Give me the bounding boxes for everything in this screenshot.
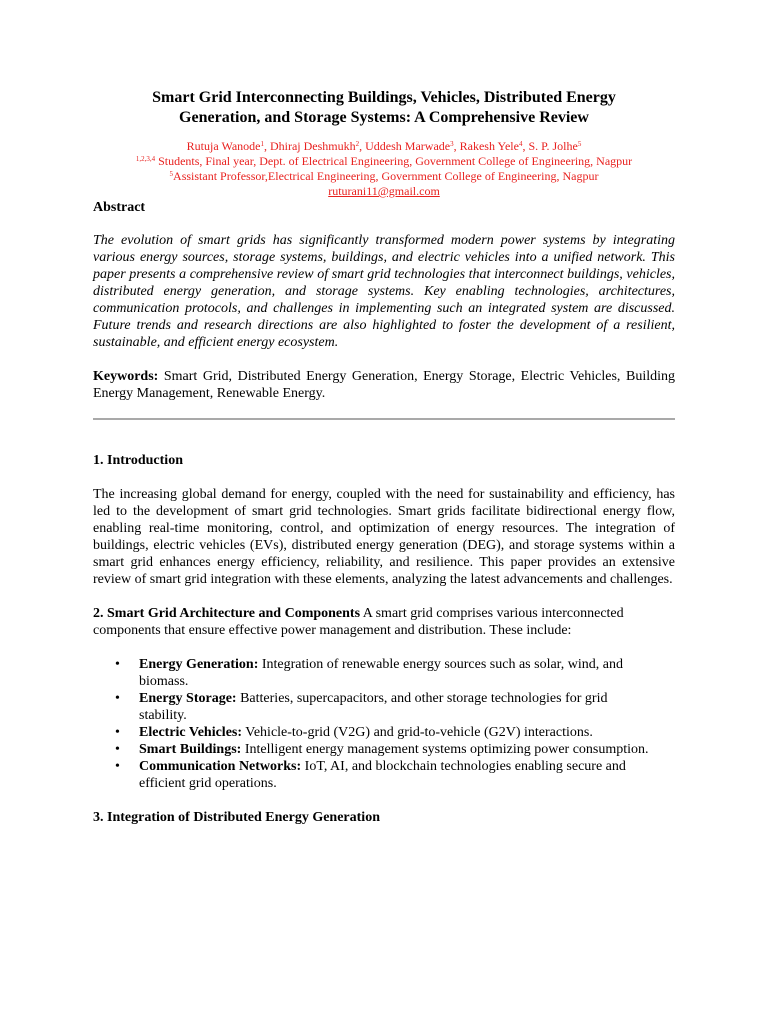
list-item bbox=[93, 656, 675, 690]
list-item bbox=[93, 690, 675, 724]
item-label: Energy Storage: bbox=[139, 691, 237, 706]
affiliation-professor bbox=[93, 169, 675, 184]
author-sup: 2 bbox=[355, 140, 360, 148]
author-name: Dhiraj Deshmukh bbox=[269, 139, 356, 153]
abstract-heading: Abstract bbox=[93, 200, 146, 215]
author-sep: , bbox=[522, 139, 529, 153]
author-name: Rutuja Wanode bbox=[186, 139, 261, 153]
paper-title bbox=[93, 88, 675, 128]
item-label: Energy Generation: bbox=[139, 657, 259, 672]
list-item bbox=[93, 758, 675, 792]
keywords-label: Keywords: bbox=[93, 369, 159, 384]
affiliation-sup: 5 bbox=[169, 170, 174, 178]
author-list bbox=[93, 139, 675, 154]
section-2-text: A smart grid comprises various interconnected components that ensure effective power management and distribution. These include: bbox=[93, 606, 624, 638]
keywords-text: Smart Grid, Distributed Energy Generation, Energy Storage, Electric Vehicles, Building Energy Management, Renewable Energy. bbox=[93, 369, 675, 401]
paper-page bbox=[93, 88, 675, 826]
author-sup: 5 bbox=[577, 140, 582, 148]
title-line-1: Smart Grid Interconnecting Buildings, Vehicles, Distributed Energy bbox=[152, 89, 616, 106]
list-item bbox=[93, 741, 675, 758]
author-sep: , bbox=[263, 139, 270, 153]
author-sup: 1 bbox=[260, 140, 264, 148]
author-sep: , bbox=[359, 139, 366, 153]
bullet: • bbox=[115, 691, 120, 706]
author-name: Rakesh Yele bbox=[459, 139, 519, 153]
item-label: Electric Vehicles: bbox=[139, 725, 243, 740]
title-line-2: Generation, and Storage Systems: A Comprehensive Review bbox=[179, 109, 589, 126]
component-list bbox=[93, 656, 675, 792]
author-sep: , bbox=[453, 139, 460, 153]
author-name: Uddesh Marwade bbox=[365, 139, 451, 153]
author-sup: 3 bbox=[450, 140, 454, 148]
affiliation-text: Students, Final year, Dept. of Electrical Engineering, Government College of Engineering, Nagpur bbox=[155, 154, 633, 168]
abstract-body: The evolution of smart grids has significantly transformed modern power systems by integrating various energy sources, storage systems, buildings, and electric vehicles into a unified network. This paper presents a comprehensive review of smart grid technologies that interconnect buildings, vehicles, distributed energy generation, and storage systems. Key enabling technologies, architectures, communication protocols, and challenges in implementing such an integrated system are discussed. Future trends and research directions are also highlighted to foster the development of a resilient, sustainable, and efficient energy ecosystem. bbox=[93, 233, 675, 350]
section-1-heading: 1. Introduction bbox=[93, 453, 183, 468]
author-name: S. P. Jolhe bbox=[528, 139, 578, 153]
item-text: Batteries, supercapacitors, and other storage technologies for grid stability. bbox=[139, 691, 608, 723]
item-text: Integration of renewable energy sources such as solar, wind, and biomass. bbox=[139, 657, 623, 689]
item-text: Intelligent energy management systems optimizing power consumption. bbox=[241, 742, 649, 757]
list-item bbox=[93, 724, 675, 741]
bullet: • bbox=[115, 759, 120, 774]
section-1-body: The increasing global demand for energy, coupled with the need for sustainability and efficiency, has led to the development of smart grid technologies. Smart grids facilitate bidirectional energy flow, enabling real-time monitoring, control, and optimization of energy resources. The integration of buildings, electric vehicles (EVs), distributed energy generation (DEG), and storage systems within a smart grid enhances energy efficiency, reliability, and resilience. This paper provides an extensive review of smart grid integration with these elements, analyzing the latest advancements and challenges. bbox=[93, 487, 675, 587]
keywords bbox=[93, 368, 675, 402]
affiliation-students bbox=[93, 154, 675, 169]
section-2-heading: 2. Smart Grid Architecture and Components bbox=[93, 606, 361, 621]
bullet: • bbox=[115, 742, 120, 757]
bullet: • bbox=[115, 657, 120, 672]
affiliation-text: Assistant Professor,Electrical Engineering, Government College of Engineering, Nagpur bbox=[173, 169, 599, 183]
email-link[interactable]: ruturani11@gmail.com bbox=[328, 184, 440, 198]
item-label: Smart Buildings: bbox=[139, 742, 242, 757]
section-divider bbox=[93, 418, 675, 420]
section-3-heading: 3. Integration of Distributed Energy Generation bbox=[93, 810, 380, 825]
item-text: Vehicle-to-grid (V2G) and grid-to-vehicle (G2V) interactions. bbox=[242, 725, 593, 740]
author-block bbox=[93, 139, 675, 199]
item-text: IoT, AI, and blockchain technologies enabling secure and efficient grid operations. bbox=[139, 759, 626, 791]
author-sup: 4 bbox=[518, 140, 523, 148]
item-label: Communication Networks: bbox=[139, 759, 302, 774]
section-2-body bbox=[93, 605, 675, 639]
bullet: • bbox=[115, 725, 120, 740]
affiliation-sup: 1,2,3,4 bbox=[135, 155, 156, 163]
